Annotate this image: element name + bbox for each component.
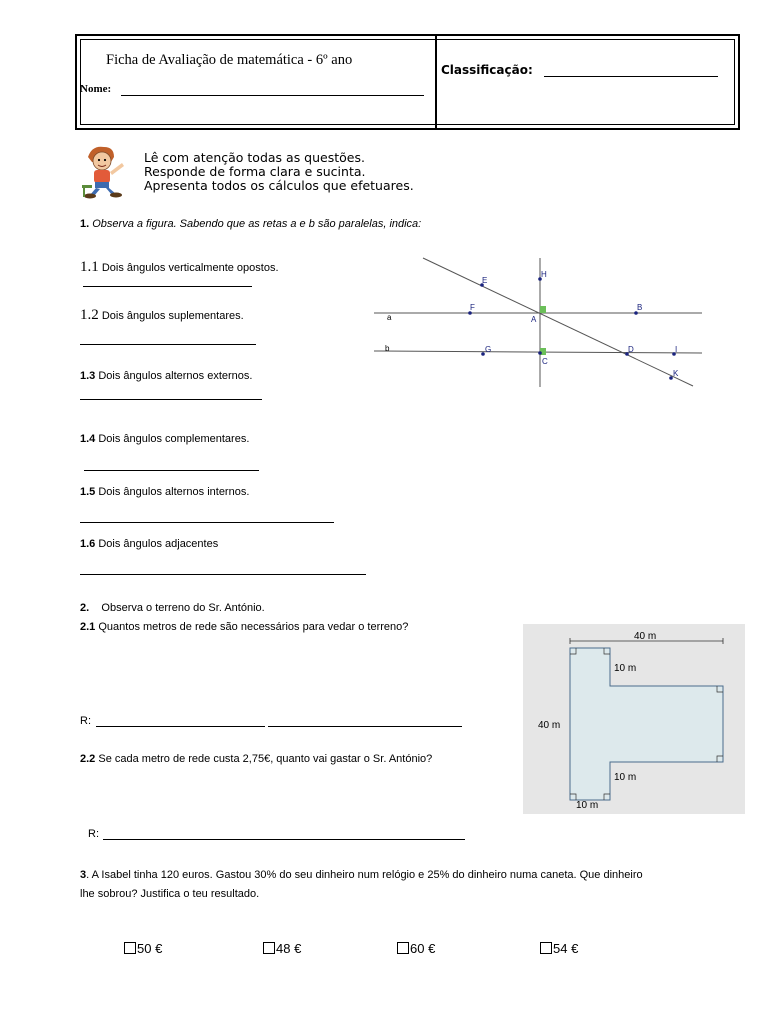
option-50[interactable] <box>124 941 162 956</box>
transversal-line <box>423 258 693 386</box>
line-b-label: b <box>385 344 390 353</box>
header-box <box>75 34 740 130</box>
checkbox[interactable] <box>540 942 552 954</box>
point-a-label: A <box>531 315 537 324</box>
right-angle-marker <box>540 306 546 313</box>
line-b <box>374 351 702 353</box>
instruction-line: Lê com atenção todas as questões. <box>144 150 365 165</box>
q1-number: 1. <box>80 218 90 230</box>
q2-2-answer-label: R: <box>88 828 99 840</box>
q1-1-text: Dois ângulos verticalmente opostos. <box>101 262 279 274</box>
q1-2-text: Dois ângulos suplementares. <box>101 310 244 322</box>
dimension-bottom-label: 10 m <box>576 800 599 811</box>
q1-statement <box>80 218 421 230</box>
q1-3-answer-line[interactable] <box>80 399 262 400</box>
option-label: 50 € <box>137 941 163 956</box>
instruction-line: Responde de forma clara e sucinta. <box>144 164 366 179</box>
instruction-line: Apresenta todos os cálculos que efetuares. <box>144 178 414 193</box>
q1-1 <box>80 259 279 276</box>
q2-text: Observa o terreno do Sr. António. <box>101 602 265 614</box>
point-h-label: H <box>541 270 547 279</box>
q1-6-answer-line[interactable] <box>80 574 366 575</box>
grade-field[interactable] <box>544 76 718 77</box>
page-title: Ficha de Avaliação de matemática - 6º ano <box>106 52 353 68</box>
instructions <box>144 151 414 193</box>
point-g-label: G <box>485 345 492 354</box>
q1-5 <box>80 486 249 498</box>
option-label: 54 € <box>553 941 579 956</box>
q1-5-answer-line[interactable] <box>80 522 334 523</box>
checkbox[interactable] <box>397 942 409 954</box>
point-e-label: E <box>482 276 488 285</box>
checkbox[interactable] <box>124 942 136 954</box>
q1-6-number: 1.6 <box>80 538 96 550</box>
q2-1-text: Quantos metros de rede são necessários para vedar o terreno? <box>98 621 409 633</box>
point-k-label: K <box>673 369 679 378</box>
q3-statement <box>80 866 643 904</box>
dimension-notch-top-label: 10 m <box>614 663 637 674</box>
q2-1 <box>80 621 408 633</box>
option-label: 48 € <box>276 941 302 956</box>
name-field[interactable] <box>121 95 424 96</box>
q2-statement <box>80 602 265 614</box>
q2-1-number: 2.1 <box>80 621 96 633</box>
q1-4-answer-line[interactable] <box>84 470 259 471</box>
option-48[interactable] <box>263 941 301 956</box>
point-c <box>538 351 542 355</box>
q1-3-text: Dois ângulos alternos externos. <box>98 370 253 382</box>
q1-2 <box>80 307 244 324</box>
q1-4-number: 1.4 <box>80 433 96 445</box>
dimension-top-label: 40 m <box>634 631 657 642</box>
q2-2-answer-line[interactable] <box>103 839 465 840</box>
q2-1-answer-line[interactable] <box>96 726 265 727</box>
q1-5-text: Dois ângulos alternos internos. <box>98 486 250 498</box>
q1-5-number: 1.5 <box>80 486 96 498</box>
point-f-label: F <box>470 303 475 312</box>
option-54[interactable] <box>540 941 578 956</box>
q1-2-number: 1.2 <box>80 307 99 323</box>
q1-4-text: Dois ângulos complementares. <box>98 433 250 445</box>
point-c-label: C <box>542 357 548 366</box>
q1-text: Observa a figura. Sabendo que as retas a e b são paralelas, indica: <box>92 218 422 230</box>
q1-1-answer-line[interactable] <box>83 286 252 287</box>
q1-6 <box>80 538 218 550</box>
point-b-label: B <box>637 303 643 312</box>
student-cartoon-icon <box>78 141 134 199</box>
q1-1-number: 1.1 <box>80 259 99 275</box>
q2-2-text: Se cada metro de rede custa 2,75€, quanto vai gastar o Sr. António? <box>98 753 433 765</box>
line-a-label: a <box>387 313 392 322</box>
point-i-label: I <box>675 345 678 354</box>
q2-number: 2. <box>80 602 90 614</box>
q2-1-answer-line[interactable] <box>268 726 462 727</box>
q1-2-answer-line[interactable] <box>80 344 256 345</box>
header-left-cell <box>77 36 437 128</box>
option-label: 60 € <box>410 941 436 956</box>
q3-text-line2: lhe sobrou? Justifica o teu resultado. <box>80 888 260 900</box>
q1-4 <box>80 433 249 445</box>
parallel-lines-figure <box>370 252 710 392</box>
point-d-label: D <box>628 345 634 354</box>
grade-label: Classificação: <box>441 63 533 77</box>
dimension-left-label: 40 m <box>538 720 561 731</box>
terrain-figure <box>523 624 745 814</box>
q2-1-answer-label: R: <box>80 715 91 727</box>
q3-number: 3 <box>80 869 87 881</box>
option-60[interactable] <box>397 941 435 956</box>
q3-text-line1: . A Isabel tinha 120 euros. Gastou 30% do seu dinheiro num relógio e 25% do dinheiro numa caneta. Que dinheiro <box>86 869 643 881</box>
q1-3 <box>80 370 252 382</box>
checkbox[interactable] <box>263 942 275 954</box>
dimension-notch-bottom-label: 10 m <box>614 772 637 783</box>
q2-2-number: 2.2 <box>80 753 96 765</box>
q2-2 <box>80 753 432 765</box>
q1-3-number: 1.3 <box>80 370 96 382</box>
name-label: Nome: <box>80 83 112 95</box>
q1-6-text: Dois ângulos adjacentes <box>98 538 219 550</box>
